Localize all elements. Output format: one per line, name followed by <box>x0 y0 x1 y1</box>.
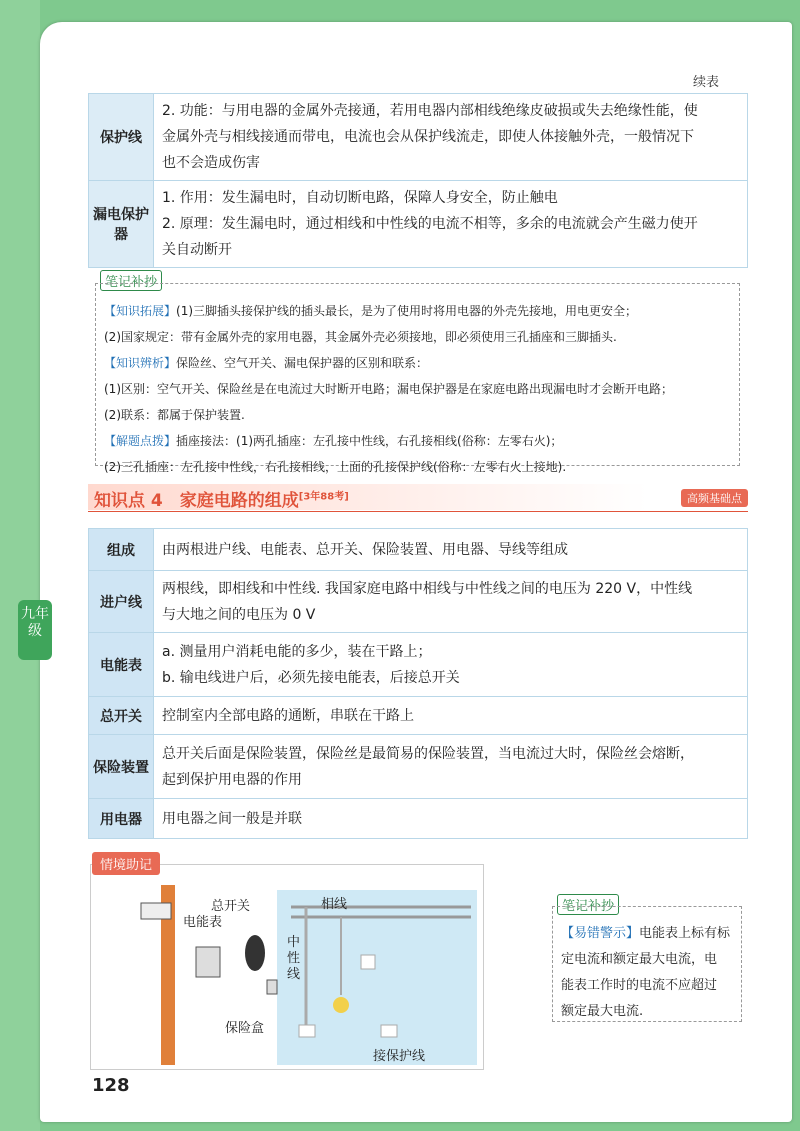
notes-tag: 笔记补抄 <box>100 270 162 291</box>
label-meter: 电能表 <box>183 915 223 930</box>
label-neutral: 中性线 <box>287 935 301 982</box>
row-content-leak: 1. 作用：发生漏电时，自动切断电路，保障人身安全，防止触电 2. 原理：发生漏电时，通过相线和中性线的电流不相等，多余的电流就会产生磁力使开 关自动断开 <box>154 181 748 268</box>
row-head-protect: 保护线 <box>89 94 154 181</box>
row-content-protect: 2. 功能：与用电器的金属外壳接通，若用电器内部相线绝缘皮破损或失去绝缘性能，使 金属外壳与相线接通而带电，电流也会从保护线流走，即使人体接触外壳，一般情况下 也不会造成伤害 <box>154 94 748 181</box>
main-table: 组成 由两根进户线、电能表、总开关、保险装置、用电器、导线等组成 进户线 两根线，即相线和中性线. 我国家庭电路中相线与中性线之间的电压为 220 V，中性线 与大地之间的电压为 0 V 电能表 a. 测量用户消耗电能的多少，装在干路上； b. 输电线进户后，必须先接电能表，后接总开关 总开关 控制室内全部电路的通断，串联在干路上 保险装置 总开关后面是保险装置，保险丝是最简易的保险装置，当电流过大时，保险丝会熔断， 起到保护用电器的作用 用电器 用电器之间一般是并联 <box>88 528 748 839</box>
grade-tab: 九年级 <box>18 600 52 660</box>
scene-tag: 情境助记 <box>92 852 160 875</box>
scene-illustration <box>90 864 484 1070</box>
page-number: 128 <box>92 1075 130 1096</box>
top-table <box>88 93 748 268</box>
page-edge <box>0 0 40 1131</box>
label-live: 相线 <box>321 897 348 912</box>
label-switch: 总开关 <box>211 899 251 914</box>
frequency-badge: 高频基础点 <box>681 489 748 507</box>
label-ground: 接保护线 <box>373 1049 426 1064</box>
label-fusebox: 保险盒 <box>225 1021 265 1036</box>
continued-label: 续表 <box>693 75 720 90</box>
section-header <box>88 484 748 510</box>
section-title: 知识点 4 家庭电路的组成[3年88考] <box>94 491 349 511</box>
notes2-box: 【易错警示】电能表上标有标 定电流和额定最大电流，电 能表工作时的电流不应超过 额定最大电流. <box>552 906 742 1022</box>
notes-box: 【知识拓展】(1)三脚插头接保护线的插头最长，是为了使用时将用电器的外壳先接地，用电更安全； (2)国家规定：带有金属外壳的家用电器，其金属外壳必须接地，即必须使用三孔插座和三脚插头. 【知识辨析】保险丝、空气开关、漏电保护器的区别和联系： (1)区别：空气开关、保险丝是在电流过大时断开电路；漏电保护器是在家庭电路出现漏电时才会断开电路； (2)联系：都属于保护装置. 【解题点拨】插座接法：(1)两孔插座：左孔接中性线，右孔接相线(俗称：左零右火)； (2)三孔插座：左孔接中性线，右孔接相线，上面的孔接保护线(俗称：左零右火上接地). <box>95 283 740 466</box>
row-head-leak: 漏电保护器 <box>89 181 154 268</box>
notes2-tag: 笔记补抄 <box>557 894 619 915</box>
